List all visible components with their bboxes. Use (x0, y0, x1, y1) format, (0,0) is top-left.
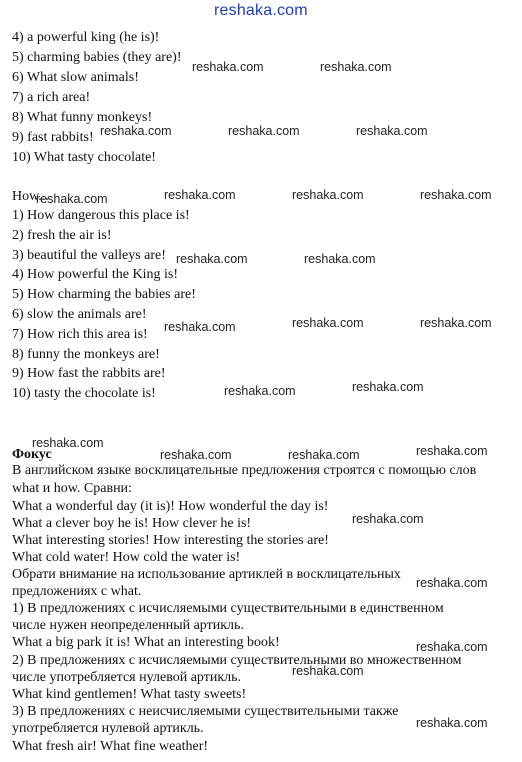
list-item: 3) beautiful the valleys are! (12, 248, 166, 263)
watermark: reshaka.com (320, 60, 392, 74)
watermark: reshaka.com (292, 316, 364, 330)
watermark: reshaka.com (176, 252, 248, 266)
watermark: reshaka.com (420, 188, 492, 202)
focus-line: 1) В предложениях с исчисляемыми существительными в единственном (12, 601, 444, 616)
watermark: reshaka.com (416, 444, 488, 458)
watermark: reshaka.com (228, 124, 300, 138)
watermark: reshaka.com (100, 124, 172, 138)
watermark: reshaka.com (288, 448, 360, 462)
watermark: reshaka.com (160, 448, 232, 462)
list-item: 4) How powerful the King is! (12, 267, 179, 282)
watermark: reshaka.com (36, 192, 108, 206)
list-item: 8) What funny monkeys! (12, 110, 153, 125)
watermark: reshaka.com (164, 188, 236, 202)
focus-line: употребляется нулевой артикль. (12, 721, 204, 736)
list-item: 8) funny the monkeys are! (12, 347, 160, 362)
watermark: reshaka.com (356, 124, 428, 138)
focus-title: Фокус (12, 447, 52, 462)
watermark: reshaka.com (224, 384, 296, 398)
list-item: 1) How dangerous this place is! (12, 208, 190, 223)
watermark: reshaka.com (352, 380, 424, 394)
how-heading: How... (12, 189, 49, 204)
watermark: reshaka.com (416, 576, 488, 590)
focus-line: числе нужен неопределенный артикль. (12, 618, 244, 633)
focus-line: What kind gentlemen! What tasty sweets! (12, 687, 247, 702)
site-brand-header[interactable]: reshaka.com (214, 2, 308, 19)
focus-line: What a big park it is! What an interesting book! (12, 635, 280, 650)
focus-line: предложениях с what. (12, 584, 142, 599)
list-item: 4) a powerful king (he is)! (12, 30, 160, 45)
watermark: reshaka.com (416, 716, 488, 730)
watermark: reshaka.com (352, 512, 424, 526)
list-item: 6) What slow animals! (12, 70, 139, 85)
list-item: 7) How rich this area is! (12, 327, 148, 342)
list-item: 5) How charming the babies are! (12, 287, 196, 302)
watermark: reshaka.com (304, 252, 376, 266)
list-item: 9) How fast the rabbits are! (12, 366, 166, 381)
list-item: 9) fast rabbits! (12, 130, 94, 145)
watermark: reshaka.com (420, 316, 492, 330)
watermark: reshaka.com (292, 664, 364, 678)
watermark: reshaka.com (416, 640, 488, 654)
watermark: reshaka.com (32, 436, 104, 450)
watermark: reshaka.com (192, 60, 264, 74)
list-item: 10) tasty the chocolate is! (12, 386, 156, 401)
focus-line: What cold water! How cold the water is! (12, 550, 241, 565)
focus-line: 2) В предложениях с исчисляемыми существительными во множественном (12, 653, 462, 668)
focus-line: 3) В предложениях с неисчисляемыми существительными также (12, 704, 399, 719)
focus-line: В английском языке восклицательные предложения строятся с помощью слов (12, 463, 477, 478)
list-item: 5) charming babies (they are)! (12, 50, 182, 65)
focus-line: What a clever boy he is! How clever he is! (12, 516, 252, 531)
list-item: 10) What tasty chocolate! (12, 150, 156, 165)
list-item: 7) a rich area! (12, 90, 91, 105)
focus-line: what и how. Сравни: (12, 481, 132, 496)
focus-line: What fresh air! What fine weather! (12, 739, 209, 754)
watermark: reshaka.com (292, 188, 364, 202)
focus-line: числе употребляется нулевой артикль. (12, 670, 242, 685)
focus-line: What interesting stories! How interesting the stories are! (12, 533, 329, 548)
watermark: reshaka.com (164, 320, 236, 334)
focus-line: Обрати внимание на использование артиклей в восклицательных (12, 567, 401, 582)
focus-line: What a wonderful day (it is)! How wonderful the day is! (12, 499, 329, 514)
list-item: 2) fresh the air is! (12, 228, 112, 243)
list-item: 6) slow the animals are! (12, 307, 147, 322)
